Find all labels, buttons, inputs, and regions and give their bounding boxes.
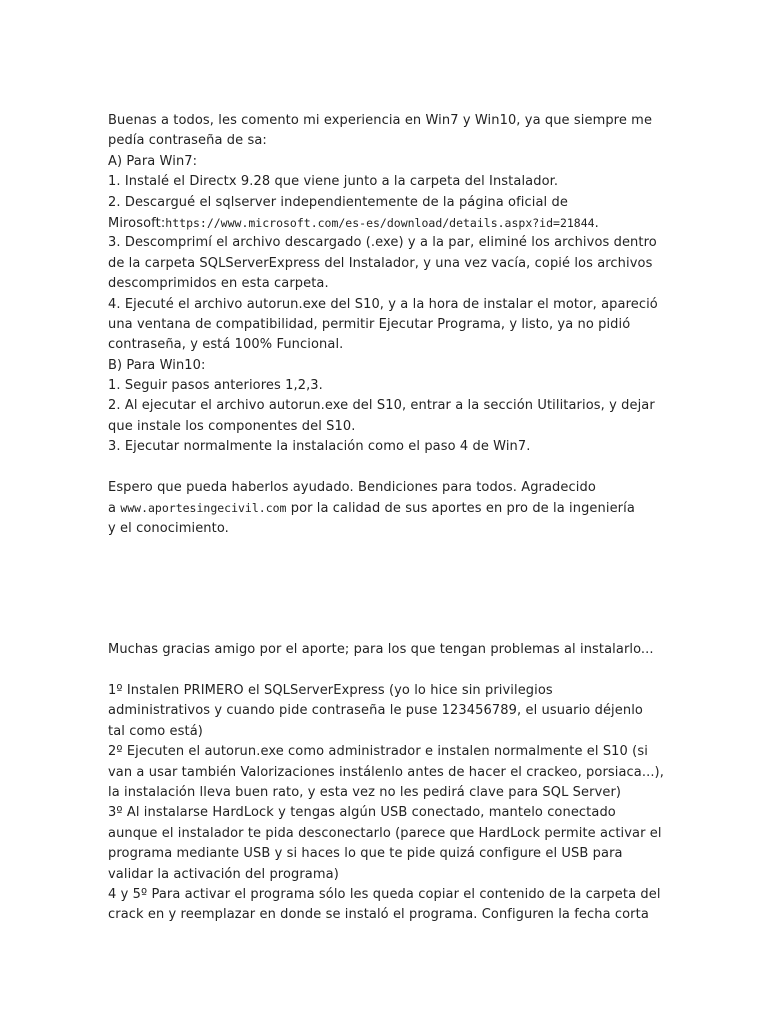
post1-line-9: descomprimidos en esta carpeta. [108, 276, 329, 292]
post2-line-12: crack en y reemplazar en donde se instaló el programa. Configuren la fecha corta [108, 907, 649, 923]
aportesingecivil-link[interactable]: www.aportesingecivil.com [120, 501, 287, 516]
post1-line-5: 2. Descargué el sqlserver independientemente de la página oficial de [108, 194, 568, 210]
post1-line-13: B) Para Win10: [108, 357, 206, 373]
closing-line: Espero que pueda haberlos ayudado. Bendiciones para todos. Agradecido [108, 480, 596, 496]
post2-line-1: 1º Instalen PRIMERO el SQLServerExpress (yo lo hice sin privilegios [108, 682, 553, 698]
post2-line-10: validar la activación del programa) [108, 866, 339, 882]
second-post [108, 640, 668, 925]
first-post [108, 111, 668, 539]
post1-line-11: una ventana de compatibilidad, permitir Ejecutar Programa, y listo, ya no pidió [108, 316, 631, 332]
paragraph-gap [108, 661, 668, 681]
post1-line-12: contraseña, y está 100% Funcional. [108, 337, 344, 353]
post2-line-2: administrativos y cuando pide contraseña le puse 123456789, el usuario déjenlo [108, 703, 643, 719]
paragraph-gap [108, 458, 668, 478]
post2-line-5: van a usar también Valorizaciones instálenlo antes de hacer el crackeo, porsiaca...), [108, 764, 664, 780]
url-suffix: . [594, 215, 599, 231]
download-line [108, 213, 668, 233]
post1-line-15: 2. Al ejecutar el archivo autorun.exe del S10, entrar a la sección Utilitarios, y dejar [108, 398, 655, 414]
post1-line-17: 3. Ejecutar normalmente la instalación como el paso 4 de Win7. [108, 439, 531, 455]
post1-line-4: 1. Instalé el Directx 9.28 que viene junto a la carpeta del Instalador. [108, 174, 559, 190]
post-separator [108, 539, 668, 640]
post1-line-14: 1. Seguir pasos anteriores 1,2,3. [108, 378, 323, 394]
post2-line-8: aunque el instalador te pida desconectarlo (parece que HardLock permite activar el [108, 825, 662, 841]
post1-line-10: 4. Ejecuté el archivo autorun.exe del S10, y a la hora de instalar el motor, apareció [108, 296, 658, 312]
site-suffix: por la calidad de sus aportes en pro de la ingeniería [286, 501, 635, 517]
post2-intro: Muchas gracias amigo por el aporte; para los que tengan problemas al instalarlo... [108, 642, 654, 658]
post1-line-7: 3. Descomprimí el archivo descargado (.exe) y a la par, eliminé los archivos dentro [108, 235, 657, 251]
closing-end-line: y el conocimiento. [108, 520, 229, 536]
post2-line-7: 3º Al instalarse HardLock y tengas algún USB conectado, mantelo conectado [108, 805, 616, 821]
post1-line-16: que instale los componentes del S10. [108, 418, 356, 434]
post2-line-9: programa mediante USB y si haces lo que te pide quizá configure el USB para [108, 846, 623, 862]
post1-line-3: A) Para Win7: [108, 153, 198, 169]
document-body [108, 111, 668, 926]
post2-line-6: la instalación lleva buen rato, y esta vez no les pedirá clave para SQL Server) [108, 784, 622, 800]
post2-line-3: tal como está) [108, 723, 203, 739]
site-line [108, 498, 668, 518]
post1-line-1: Buenas a todos, les comento mi experiencia en Win7 y Win10, ya que siempre me [108, 113, 653, 128]
post2-line-11: 4 y 5º Para activar el programa sólo les queda copiar el contenido de la carpeta del [108, 886, 661, 902]
post1-line-2: pedía contraseña de sa: [108, 133, 267, 149]
post2-line-4: 2º Ejecuten el autorun.exe como administrador e instalen normalmente el S10 (si [108, 744, 648, 760]
post1-line-8: de la carpeta SQLServerExpress del Instalador, y una vez vacía, copié los archivos [108, 255, 653, 271]
url-prefix: Mirosoft: [108, 215, 166, 231]
microsoft-download-link[interactable]: https://www.microsoft.com/es-es/download/details.aspx?id=21844 [165, 215, 595, 230]
site-prefix: a [108, 501, 121, 517]
